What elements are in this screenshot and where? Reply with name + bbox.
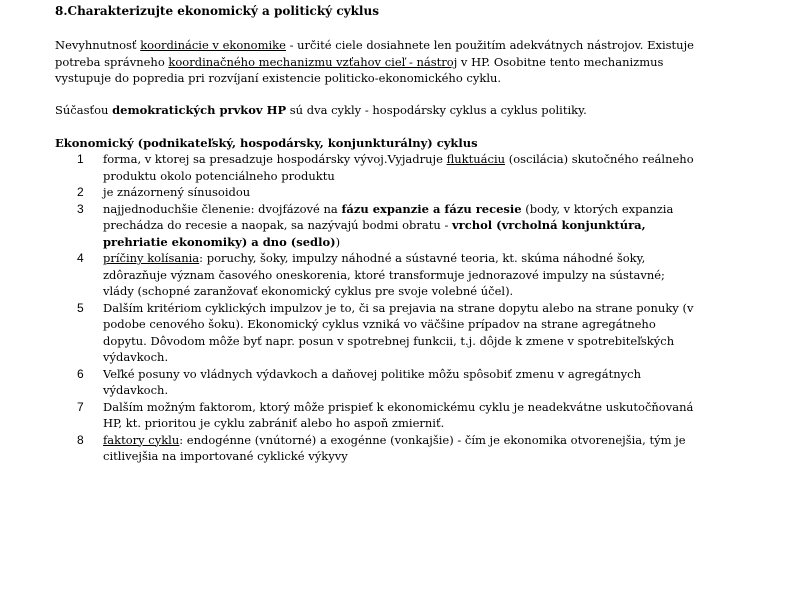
para2-bold-text: demokratických prvkov HP	[112, 103, 287, 117]
section-heading: Ekonomický (podnikateľský, hospodársky, konjunkturálny) cyklus	[55, 136, 478, 150]
list-item-number: 2	[77, 185, 84, 199]
list-item	[55, 250, 695, 300]
item3-bold-phases: fázu expanzie a fázu recesie	[341, 201, 522, 216]
list-item-number: 6	[77, 366, 84, 381]
intro-underlined-coordination: koordinácie v ekonomike	[140, 38, 286, 52]
list-item	[55, 184, 695, 201]
intro-text-end: v HP. Osobitne tento mechanizmus vystupuje do popredia pri rozvíjaní existencie politicko-ekonomického cyklu.	[55, 54, 664, 85]
list-item	[55, 151, 695, 184]
para2-text-end: sú dva cykly - hospodársky cyklus a cyklus politiky.	[286, 103, 587, 117]
list-item-number: 8	[77, 432, 84, 447]
list-item-text: je znázornený sínusoidou	[103, 185, 251, 199]
para2-text-start: Súčasťou	[55, 103, 113, 117]
list-item-number: 4	[77, 251, 84, 265]
list-item-text: Dalším kritériom cyklických impulzov je to, či sa prejavia na strane dopytu alebo na strane ponuky (v podobe cenového šoku). Ekonomický cyklus vzniká vo väčšine prípadov na strane agregátneho dopytu. Dôvodom môže byť napr. posun v spotrebnej funkcii, t.j. dôjde k zmene v spotrebiteľských výdavkoch.	[103, 300, 694, 364]
list-item-text: Veľké posuny vo vládnych výdavkoch a daňovej politike môžu spôsobiť zmenu v agregátnych výdavkoch.	[103, 366, 642, 397]
list-item-text: Dalším možným faktorom, ktorý môže prispieť k ekonomickému cyklu je neadekvátne uskutočňovaná HP, kt. prioritou je cyklu zabrániť alebo ho aspoň zmierniť.	[103, 399, 694, 430]
list-item	[55, 432, 695, 465]
item1-underlined: fluktuáciu	[446, 152, 506, 166]
intro-paragraph	[55, 37, 695, 87]
item1-text-b: (oscilácia) skutočného reálneho produktu okolo potenciálneho produktu	[103, 152, 694, 183]
list-item-number: 3	[77, 201, 84, 216]
document-title: 8.Charakterizujte ekonomický a politický cyklus	[55, 4, 379, 18]
list-item-number: 1	[77, 152, 84, 166]
item8-text-a: : endogénne (vnútorné) a exogénne (vonkajšie) - čím je ekonomika otvorenejšia, tým je citlivejšia na importované cyklické výkyvy	[103, 432, 686, 463]
item3-text-a: najjednoduchšie členenie: dvojfázové na	[103, 201, 342, 216]
cycle-list	[55, 151, 695, 465]
democratic-elements-paragraph	[55, 102, 695, 119]
list-item	[55, 399, 695, 432]
intro-text-start: Nevyhnutnosť	[55, 38, 141, 52]
item3-bold-turning-points: vrchol (vrcholná konjunktúra, prehriatie ekonomiky) a dno (sedlo)	[103, 218, 646, 249]
intro-underlined-mechanism: koordinačného mechanizmu vzťahov cieľ - nástroj	[168, 54, 458, 69]
list-item-text	[103, 201, 695, 251]
list-item-text	[103, 250, 695, 300]
intro-text-middle: - určité ciele dosiahnete len použitím adekvátnych nástrojov. Existuje potreba správneho	[55, 38, 694, 69]
item4-underlined: príčiny kolísania	[103, 251, 200, 265]
list-item	[55, 201, 695, 251]
item4-text-a: : poruchy, šoky, impulzy náhodné a sústavné teoria, kt. skúma náhodné šoky, zdôrazňuje význam časového oneskorenia, ktoré transformuje jednorazové impulzy na sústavné; vlády (schopné zaranžovať ekonomický cyklus pre svoje volebné účel).	[103, 251, 665, 298]
list-item-number: 7	[77, 399, 84, 414]
item3-text-c: (body, v ktorých expanzia prechádza do recesie a naopak, sa nazývajú bodmi obratu -	[103, 201, 674, 232]
list-item-number: 5	[77, 300, 84, 315]
item8-underlined: faktory cyklu	[103, 432, 180, 447]
list-item-text	[103, 432, 695, 465]
item1-text-a: forma, v ktorej sa presadzuje hospodársky vývoj.Vyjadruje	[103, 152, 447, 166]
list-item-text	[103, 151, 695, 184]
list-item	[55, 366, 695, 399]
list-item	[55, 300, 695, 366]
item3-text-d: )	[335, 234, 341, 249]
